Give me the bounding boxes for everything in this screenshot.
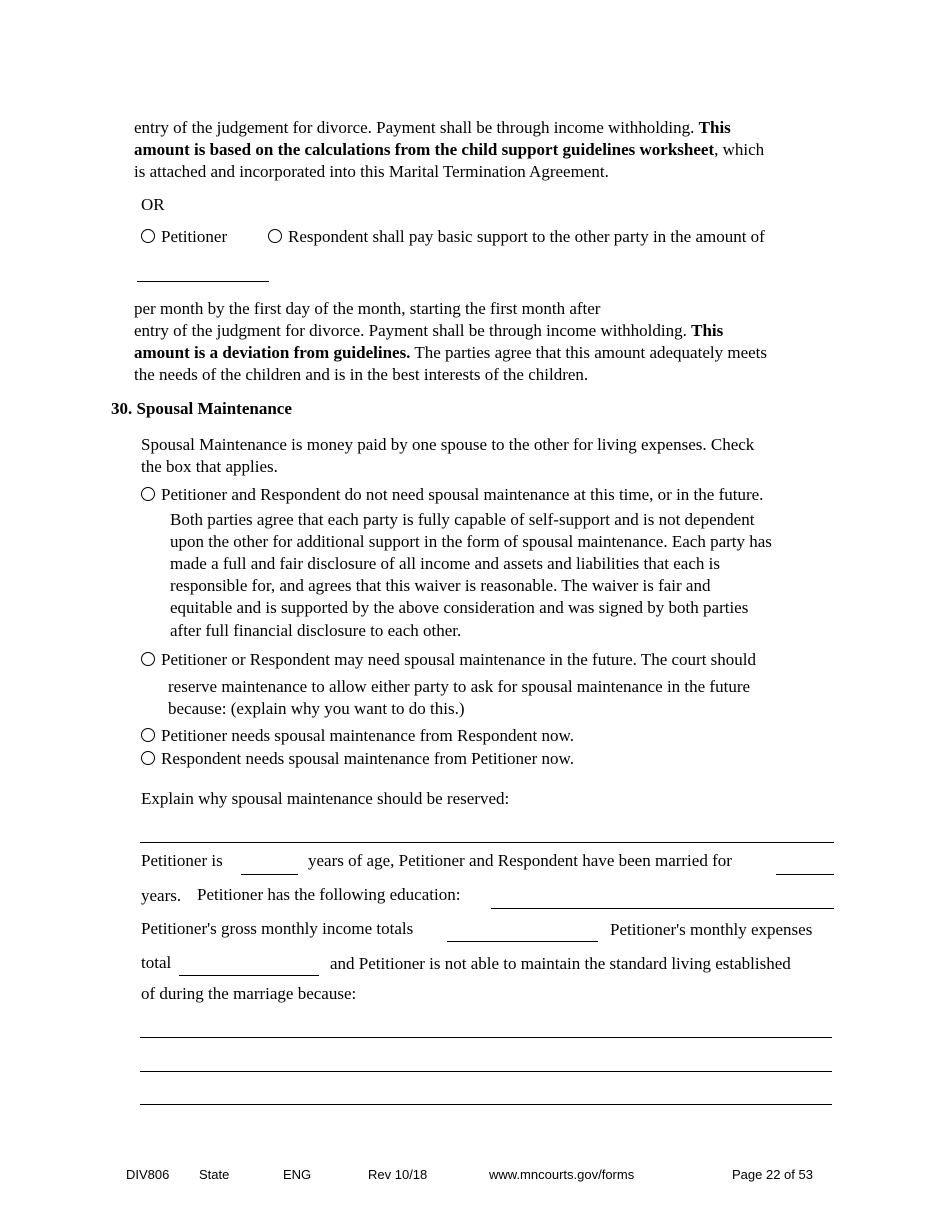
expenses-field[interactable] (179, 975, 319, 976)
reserve-maintenance-radio[interactable] (141, 652, 155, 666)
waiver-line: Both parties agree that each party is fully capable of self-support and is not dependent (170, 510, 755, 529)
petitioner-needs-option[interactable]: Petitioner needs spousal maintenance from Respondent now. (141, 725, 574, 747)
marriage-label: of during the marriage because: (141, 984, 357, 1003)
education-label: Petitioner has the following education: (197, 885, 461, 904)
child-support-paragraph-line-2: amount is based on the calculations from the child support guidelines worksheet, which (134, 140, 765, 159)
reserve-line: because: (explain why you want to do this.) (168, 699, 465, 718)
reserve-maintenance-option[interactable]: Petitioner or Respondent may need spousal maintenance in the future. The court should (141, 649, 756, 671)
waiver-line: equitable and is supported by the above consideration and was signed by both parties (170, 598, 749, 617)
footer-url[interactable]: www.mncourts.gov/forms (489, 1167, 635, 1182)
reason-field-line[interactable] (140, 1037, 832, 1038)
support-amount-field[interactable] (137, 281, 269, 282)
waiver-line: made a full and fair disclosure of all income and assets and liabilities that each is (170, 554, 720, 573)
no-maintenance-option[interactable]: Petitioner and Respondent do not need spousal maintenance at this time, or in the future. (141, 484, 763, 506)
respondent-needs-option[interactable]: Respondent needs spousal maintenance from Petitioner now. (141, 748, 574, 770)
reason-field-line[interactable] (140, 1071, 832, 1072)
respondent-radio[interactable] (268, 229, 282, 243)
income-field[interactable] (447, 941, 598, 942)
age-field[interactable] (241, 874, 298, 875)
petitioner-needs-radio[interactable] (141, 728, 155, 742)
petitioner-radio[interactable] (141, 229, 155, 243)
footer-revision: Rev 10/18 (368, 1167, 428, 1182)
child-support-paragraph-line-3: is attached and incorporated into this Marital Termination Agreement. (134, 162, 609, 181)
payer-petitioner-option[interactable]: Petitioner (141, 226, 227, 248)
reason-field-line[interactable] (140, 1104, 832, 1105)
footer-jurisdiction: State (199, 1167, 230, 1182)
footer-language: ENG (283, 1167, 312, 1182)
waiver-line: upon the other for additional support in the form of spousal maintenance. Each party has (170, 532, 772, 551)
reserve-line: reserve maintenance to allow either party to ask for spousal maintenance in the future (168, 677, 751, 696)
standard-living-text: and Petitioner is not able to maintain the standard living established (330, 954, 791, 973)
footer-page-number: Page 22 of 53 (732, 1167, 813, 1182)
explain-field[interactable] (140, 842, 834, 843)
deviation-paragraph-line-3: amount is a deviation from guidelines. The parties agree that this amount adequately meets (134, 343, 767, 362)
payer-respondent-option[interactable]: Respondent shall pay basic support to the other party in the amount of (268, 226, 765, 248)
no-maintenance-radio[interactable] (141, 487, 155, 501)
intro-line-2: the box that applies. (141, 457, 278, 476)
deviation-paragraph-line-4: the needs of the children and is in the best interests of the children. (134, 365, 589, 384)
footer-form-id: DIV806 (126, 1167, 170, 1182)
age-prefix: Petitioner is (141, 851, 223, 870)
explain-label: Explain why spousal maintenance should be reserved: (141, 789, 510, 808)
child-support-paragraph-line-1: entry of the judgement for divorce. Payment shall be through income withholding. This (134, 118, 731, 137)
years-married-field[interactable] (776, 874, 834, 875)
education-field[interactable] (491, 908, 834, 909)
deviation-paragraph-line-2: entry of the judgment for divorce. Payment shall be through income withholding. This (134, 321, 724, 340)
intro-line-1: Spousal Maintenance is money paid by one spouse to the other for living expenses. Check (141, 435, 755, 454)
age-middle-text: years of age, Petitioner and Respondent have been married for (308, 851, 732, 870)
section-heading: 30. Spousal Maintenance (111, 399, 292, 418)
respondent-needs-radio[interactable] (141, 751, 155, 765)
years-label: years. (141, 886, 182, 905)
income-label: Petitioner's gross monthly income totals (141, 919, 414, 938)
expenses-label: Petitioner's monthly expenses (610, 920, 813, 939)
waiver-line: after full financial disclosure to each other. (170, 621, 462, 640)
or-label: OR (141, 195, 165, 214)
deviation-paragraph-line-1: per month by the first day of the month, starting the first month after (134, 299, 601, 318)
total-label: total (141, 953, 172, 972)
waiver-line: responsible for, and agrees that this waiver is reasonable. The waiver is fair and (170, 576, 711, 595)
